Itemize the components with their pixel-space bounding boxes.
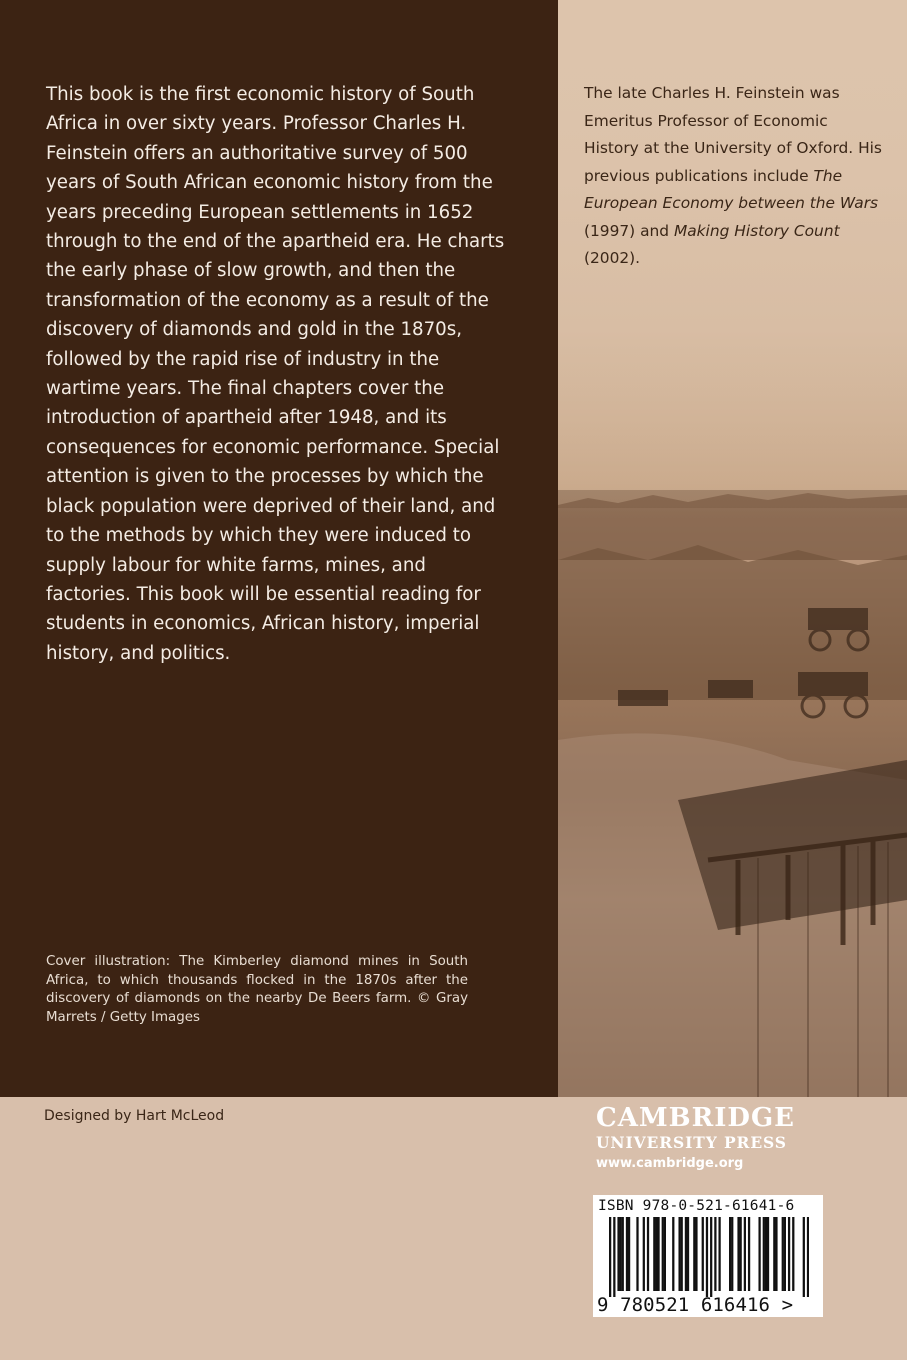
barcode-bar — [706, 1217, 708, 1297]
barcode-bar — [792, 1217, 794, 1291]
barcode-bar — [617, 1217, 619, 1291]
barcode-bar — [758, 1217, 760, 1291]
barcode-digits: 9 780521 616416 > — [597, 1294, 794, 1316]
barcode-bar — [744, 1217, 746, 1291]
barcode-bar — [731, 1217, 733, 1291]
barcode-bars — [609, 1217, 809, 1297]
barcode-bar — [748, 1217, 750, 1291]
barcode-bar — [628, 1217, 630, 1291]
barcode-bar — [685, 1217, 687, 1291]
barcode-bar — [765, 1217, 767, 1291]
barcode-bar — [609, 1217, 611, 1297]
barcode-bar — [672, 1217, 674, 1291]
barcode-bar — [767, 1217, 769, 1291]
barcode-bar — [647, 1217, 649, 1291]
barcode-bar — [687, 1217, 689, 1291]
barcode-bar — [763, 1217, 765, 1291]
back-cover-dark-panel — [0, 0, 558, 1097]
barcode-bar — [620, 1217, 622, 1291]
barcode-bar — [718, 1217, 720, 1291]
barcode-bar — [784, 1217, 786, 1291]
barcode-bar — [740, 1217, 742, 1291]
barcode-bar — [803, 1217, 805, 1297]
barcode-bar — [626, 1217, 628, 1291]
designer-credit: Designed by Hart McLeod — [44, 1108, 225, 1124]
isbn-barcode — [593, 1195, 823, 1317]
publisher-logo — [596, 1103, 826, 1175]
barcode-bar — [636, 1217, 638, 1291]
barcode-bar — [664, 1217, 666, 1291]
publisher-name: CAMBRIDGE — [596, 1103, 795, 1133]
barcode-bar — [807, 1217, 809, 1297]
barcode-bar — [655, 1217, 657, 1291]
barcode-bar — [643, 1217, 645, 1291]
barcode-bar — [678, 1217, 680, 1291]
barcode-bar — [737, 1217, 739, 1291]
barcode-bar — [788, 1217, 790, 1291]
cover-illustration-credit: Cover illustration: The Kimberley diamond mines in South Africa, to which thousands flocked in the 1870s after the discovery of diamonds on the nearby De Beers farm. © Gray Marrets / Getty Images — [46, 954, 468, 1025]
barcode-bar — [782, 1217, 784, 1291]
publisher-website: www.cambridge.org — [596, 1156, 744, 1171]
book-year-2002: (2002). — [584, 249, 641, 267]
book-title-making-history-count: Making History Count — [673, 221, 840, 240]
barcode-bar — [714, 1217, 716, 1291]
barcode-bar — [681, 1217, 683, 1291]
barcode-bar — [729, 1217, 731, 1291]
author-bio-intro: The late Charles H. Feinstein was Emeritus Professor of Economic History at the University of Oxford. His previous publications include — [584, 84, 882, 185]
book-description: This book is the first economic history of South Africa in over sixty years. Professor Charles H. Feinstein offers an authoritative survey of 500 years of South African economic history from the years preceding European settlements in 1652 through to the end of the apartheid era. He charts the early phase of slow growth, and then the transformation of the economy as a result of the discovery of diamonds and gold in the 1870s, followed by the rapid rise of industry in the wartime years. The final chapters cover the introduction of apartheid after 1948, and its consequences for economic performance. Special attention is given to the processes by which the black population were deprived of their land, and to the methods by which they were induced to supply labour for white farms, mines, and factories. This book will be essential reading for students in economics, African history, imperial history, and politics. — [46, 84, 505, 664]
book-year-1997: (1997) and — [584, 221, 670, 240]
barcode-bar — [702, 1217, 704, 1291]
barcode-bar — [613, 1217, 615, 1297]
publisher-press: UNIVERSITY PRESS — [596, 1133, 787, 1152]
barcode-bar — [695, 1217, 697, 1291]
barcode-bar — [622, 1217, 624, 1291]
barcode-bar — [773, 1217, 775, 1291]
author-biography — [584, 80, 884, 273]
isbn-label: ISBN 978-0-521-61641-6 — [598, 1198, 795, 1214]
barcode-bar — [775, 1217, 777, 1291]
barcode-bar — [653, 1217, 655, 1291]
barcode-bar — [657, 1217, 659, 1291]
barcode-bar — [710, 1217, 712, 1297]
book-title-european-economy: The European Economy between the Wars — [584, 166, 879, 212]
barcode-bar — [662, 1217, 664, 1291]
barcode-bar — [693, 1217, 695, 1291]
sepia-photo-panel — [558, 0, 907, 1097]
